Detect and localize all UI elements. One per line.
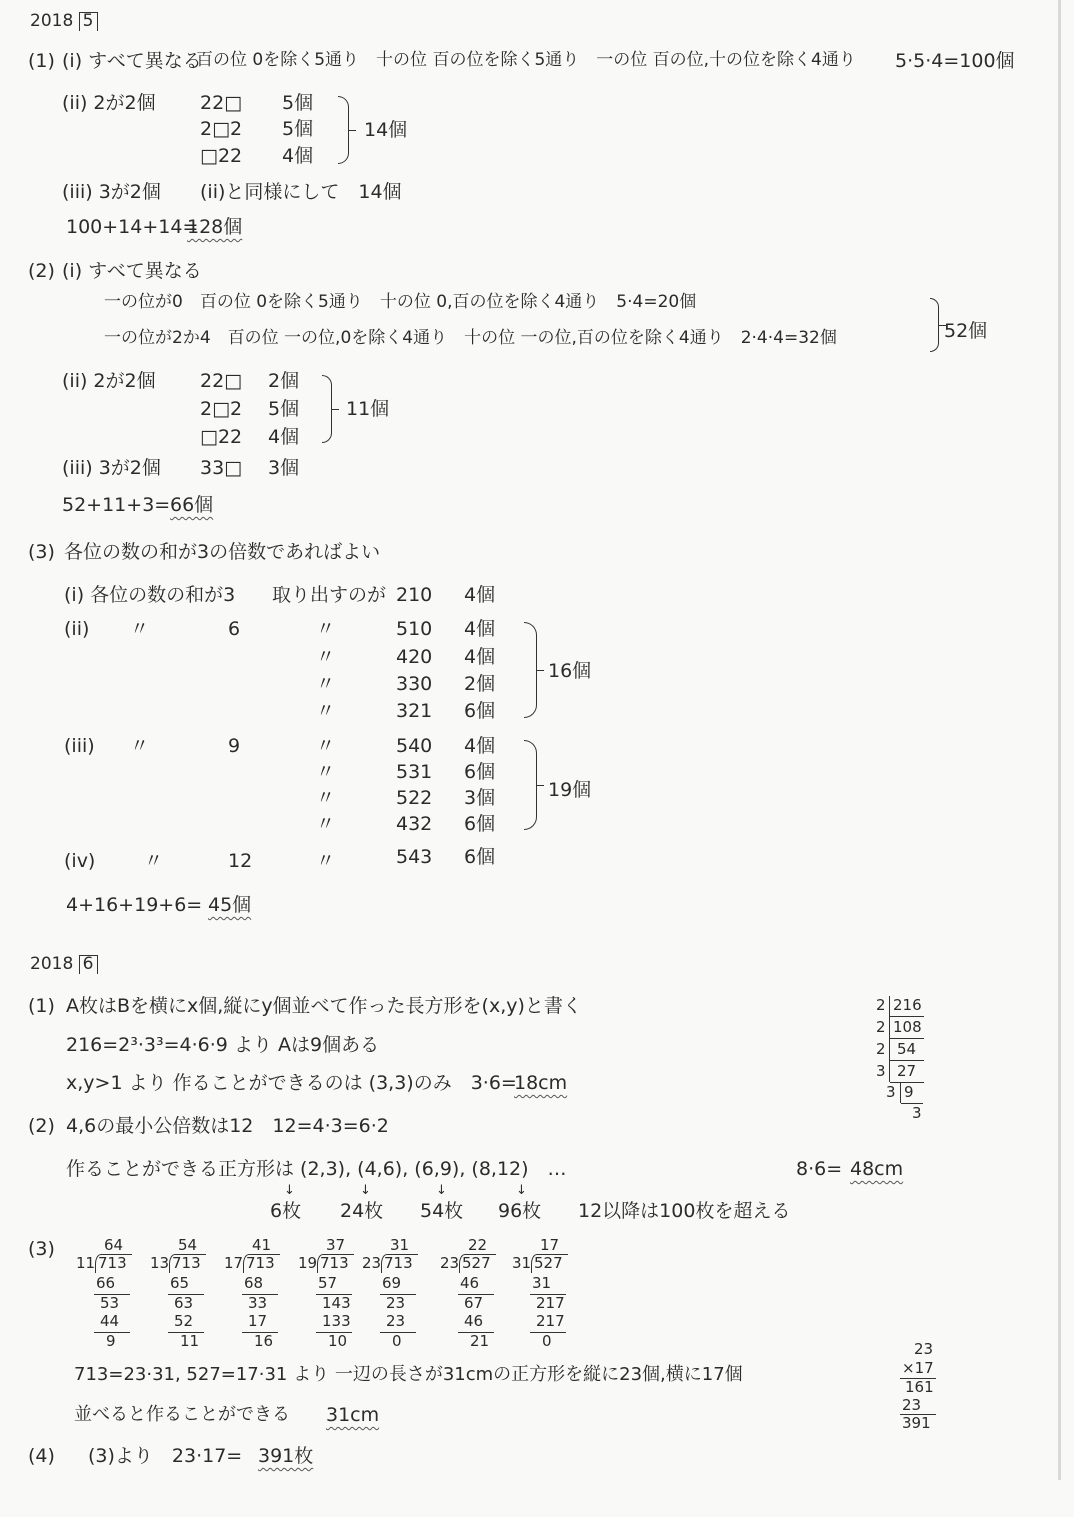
pattern-count: 5個: [282, 92, 314, 114]
case-label: (ii): [64, 618, 90, 640]
divisor: 11: [76, 1254, 96, 1272]
ditto-mark: 〃: [144, 850, 164, 872]
down-arrow-icon: ↓: [516, 1183, 527, 1198]
divisor: 23: [440, 1254, 460, 1272]
remainder: 16: [254, 1332, 274, 1350]
digit-sum: 9: [228, 735, 241, 757]
dividend: 527: [534, 1254, 563, 1272]
statement-text: 作ることができる正方形は (2,3), (4,6), (6,9), (8,12) …: [66, 1158, 567, 1180]
subtrahend: 23: [386, 1312, 406, 1330]
brace-total: 19個: [548, 779, 592, 801]
year-label: 2018: [30, 954, 74, 974]
subtrahend: 57: [318, 1274, 338, 1292]
triple-count: 2個: [464, 673, 496, 695]
dividend: 713: [246, 1254, 275, 1272]
dividend: 713: [320, 1254, 349, 1272]
case-label: (i) すべて異なる: [62, 260, 202, 282]
intro-text: 各位の数の和が3の倍数であればよい: [64, 541, 381, 563]
triple-count: 6個: [464, 846, 496, 868]
quotient: 3: [912, 1104, 922, 1122]
pattern-count: 2個: [268, 370, 300, 392]
division-bracket: [531, 1254, 568, 1273]
division-bracket: [459, 1254, 496, 1273]
statement-text: 並べると作ることができる: [74, 1404, 290, 1425]
triple-count: 4個: [464, 646, 496, 668]
division-bracket: [95, 1254, 132, 1273]
digit-sum: 6: [228, 618, 241, 640]
subtrahend: 133: [322, 1312, 351, 1330]
ditto-mark: 〃: [316, 700, 336, 722]
partial-remainder: 53: [100, 1294, 120, 1312]
case-label: (iii) 3が2個: [62, 181, 161, 203]
case-text: 一の位が2か4 百の位 一の位,0を除く4通り 十の位 一の位,百の位を除く4通り 2·4·4=32個: [104, 328, 837, 348]
multiplier: ×17: [902, 1359, 934, 1377]
case-label: (iii): [64, 735, 95, 757]
remainder: 21: [470, 1332, 490, 1350]
quotient: 41: [252, 1236, 272, 1254]
partial-remainder: 23: [386, 1294, 406, 1312]
pattern-count: 5個: [282, 118, 314, 140]
answer: 31cm: [326, 1404, 380, 1426]
pattern: 33□: [200, 457, 243, 479]
pattern: 2□2: [200, 118, 243, 140]
subtrahend: 52: [174, 1312, 194, 1330]
divisor: 2: [876, 996, 886, 1014]
partial-remainder: 217: [536, 1294, 565, 1312]
ditto-mark: 〃: [316, 787, 336, 809]
pattern: □22: [200, 145, 243, 167]
division-bracket: [317, 1254, 354, 1273]
quotient: 37: [326, 1236, 346, 1254]
section-5-header: [30, 12, 98, 31]
triple: 543: [396, 846, 433, 868]
partial-product: 161: [905, 1378, 934, 1396]
dividend: 54: [897, 1040, 917, 1058]
down-arrow-icon: ↓: [360, 1183, 371, 1198]
divisor: 2: [876, 1018, 886, 1036]
subtrahend: 69: [382, 1274, 402, 1292]
answer: 66個: [170, 494, 214, 516]
down-arrow-icon: ↓: [284, 1183, 295, 1198]
case-calc: 5·5·4=100個: [895, 50, 1015, 72]
tile-count: 54枚: [420, 1200, 464, 1222]
dividend: 527: [462, 1254, 491, 1272]
triple: 432: [396, 813, 433, 835]
partial-product: 23: [902, 1396, 922, 1414]
partial-remainder: 63: [174, 1294, 194, 1312]
statement-text: (3)より 23·17=: [88, 1445, 243, 1467]
brace-total: 14個: [364, 119, 408, 141]
quotient: 54: [178, 1236, 198, 1254]
quotient: 31: [390, 1236, 410, 1254]
right-brace: [930, 298, 939, 352]
answer: 128個: [187, 216, 243, 238]
sum-expression: 100+14+14=: [66, 216, 199, 238]
ditto-mark: 〃: [316, 850, 336, 872]
part-number: (4): [28, 1445, 55, 1467]
down-arrow-icon: ↓: [436, 1183, 447, 1198]
part-number: (1): [28, 50, 55, 72]
pattern-count: 4個: [268, 426, 300, 448]
right-brace: [524, 740, 537, 830]
case-label: (iv): [64, 850, 96, 872]
tile-count: 96枚: [498, 1200, 542, 1222]
division-bracket: [243, 1254, 280, 1273]
digit-sum: 12: [228, 850, 253, 872]
remainder: 0: [392, 1332, 402, 1350]
part-number: (3): [28, 541, 55, 563]
remainder: 10: [328, 1332, 348, 1350]
subtrahend: 17: [248, 1312, 268, 1330]
right-brace: [338, 96, 349, 164]
subtrahend: 66: [96, 1274, 116, 1292]
ditto-mark: 〃: [316, 813, 336, 835]
partial-remainder: 143: [322, 1294, 351, 1312]
ditto-mark: 〃: [316, 618, 336, 640]
statement-text: 4,6の最小公倍数は12 12=4·3=6·2: [66, 1115, 389, 1137]
dividend: 713: [172, 1254, 201, 1272]
subtrahend: 217: [536, 1312, 565, 1330]
triple: 522: [396, 787, 433, 809]
side-expression: 8·6=: [796, 1158, 843, 1180]
dividend: 713: [384, 1254, 413, 1272]
part-number: (2): [28, 260, 55, 282]
brace-total: 16個: [548, 660, 592, 682]
multiplicand: 23: [914, 1340, 934, 1358]
answer: 48cm: [850, 1158, 904, 1180]
pattern: 22□: [200, 92, 243, 114]
right-brace: [322, 375, 332, 443]
ladder-line: [890, 1016, 924, 1017]
statement-text: A枚はBを横にx個,縦にy個並べて作った長方形を(x,y)と書く: [66, 995, 582, 1017]
part-number: (2): [28, 1115, 55, 1137]
problem-number-box: 5: [79, 12, 98, 31]
subtrahend: 46: [464, 1312, 484, 1330]
ditto-mark: 〃: [316, 735, 336, 757]
statement-text: 713=23·31, 527=17·31 より 一辺の長さが31cmの正方形を縦に23個,横に17個: [74, 1364, 743, 1385]
part-number: (1): [28, 995, 55, 1017]
answer: 18cm: [514, 1072, 568, 1094]
ladder-line: [889, 996, 890, 1082]
answer: 391枚: [258, 1445, 314, 1467]
triple: 420: [396, 646, 433, 668]
brace-total: 11個: [346, 398, 390, 420]
part-number: (3): [28, 1238, 55, 1260]
triple-count: 6個: [464, 813, 496, 835]
ladder-line: [890, 1060, 924, 1061]
note-text: 12以降は100枚を超える: [578, 1200, 791, 1222]
case-label: (ii) 2が2個: [62, 370, 156, 392]
triple-count: 4個: [464, 618, 496, 640]
case-label: (iii) 3が2個: [62, 457, 161, 479]
case-text: (ii)と同様にして 14個: [200, 181, 402, 203]
tile-count: 24枚: [340, 1200, 384, 1222]
triple: 321: [396, 700, 433, 722]
case-text: 一の位が0 百の位 0を除く5通り 十の位 0,百の位を除く4通り 5·4=20個: [104, 292, 697, 312]
divisor: 3: [886, 1083, 896, 1101]
subtrahend: 65: [170, 1274, 190, 1292]
divisor: 23: [362, 1254, 382, 1272]
ladder-line: [890, 1082, 924, 1083]
divisor: 17: [224, 1254, 244, 1272]
product: 391: [902, 1414, 931, 1432]
statement-text: 216=2³·3³=4·6·9 より Aは9個ある: [66, 1034, 380, 1056]
triple-count: 4個: [464, 735, 496, 757]
divisor: 3: [876, 1062, 886, 1080]
partial-remainder: 33: [248, 1294, 268, 1312]
remainder: 0: [542, 1332, 552, 1350]
statement-text: x,y>1 より 作ることができるのは (3,3)のみ 3·6=: [66, 1072, 517, 1094]
partial-remainder: 67: [464, 1294, 484, 1312]
pattern: 2□2: [200, 398, 243, 420]
ditto-mark: 〃: [316, 646, 336, 668]
divisor: 19: [298, 1254, 318, 1272]
dividend: 27: [897, 1062, 917, 1080]
division-bracket: [169, 1254, 206, 1273]
pattern: 22□: [200, 370, 243, 392]
page-edge: [1058, 0, 1061, 1480]
triple: 210: [396, 584, 433, 606]
pattern-count: 3個: [268, 457, 300, 479]
ladder-line: [900, 1083, 901, 1103]
ladder-line: [901, 1103, 923, 1104]
ditto-mark: 〃: [316, 673, 336, 695]
dividend: 108: [893, 1018, 922, 1036]
ladder-line: [890, 1038, 924, 1039]
triple-count: 4個: [464, 584, 496, 606]
ditto-mark: 〃: [130, 618, 150, 640]
case-label: (ii) 2が2個: [62, 92, 156, 114]
pattern-count: 5個: [268, 398, 300, 420]
triple: 540: [396, 735, 433, 757]
triple: 531: [396, 761, 433, 783]
answer: 45個: [208, 894, 252, 916]
problem-number-box: 6: [79, 955, 98, 974]
dividend: 9: [904, 1083, 914, 1101]
remainder: 9: [106, 1332, 116, 1350]
section-6-header: [30, 955, 98, 974]
dividend: 216: [893, 996, 922, 1014]
triple-count: 6個: [464, 761, 496, 783]
ditto-mark: 〃: [130, 735, 150, 757]
dividend: 713: [98, 1254, 127, 1272]
remainder: 11: [180, 1332, 200, 1350]
tile-count: 6枚: [270, 1200, 302, 1222]
case-text: 取り出すのが: [272, 584, 387, 606]
triple-count: 3個: [464, 787, 496, 809]
divisor: 2: [876, 1040, 886, 1058]
case-label: (i) すべて異なる: [62, 50, 202, 72]
subtrahend: 31: [532, 1274, 552, 1292]
quotient: 64: [104, 1236, 124, 1254]
quotient: 17: [540, 1236, 560, 1254]
subtrahend: 46: [460, 1274, 480, 1292]
pattern: □22: [200, 426, 243, 448]
divisor: 13: [150, 1254, 170, 1272]
triple: 330: [396, 673, 433, 695]
quotient: 22: [468, 1236, 488, 1254]
ditto-mark: 〃: [316, 761, 336, 783]
division-bracket: [381, 1254, 418, 1273]
triple: 510: [396, 618, 433, 640]
sum-expression: 52+11+3=: [62, 494, 171, 516]
pattern-count: 4個: [282, 145, 314, 167]
year-label: 2018: [30, 11, 74, 31]
right-brace: [524, 622, 537, 718]
triple-count: 6個: [464, 700, 496, 722]
brace-total: 52個: [944, 320, 988, 342]
case-label: (i) 各位の数の和が3: [64, 584, 236, 606]
divisor: 31: [512, 1254, 532, 1272]
subtrahend: 44: [100, 1312, 120, 1330]
subtrahend: 68: [244, 1274, 264, 1292]
case-text: 百の位 0を除く5通り 十の位 百の位を除く5通り 一の位 百の位,十の位を除く4通り: [196, 50, 856, 70]
sum-expression: 4+16+19+6=: [66, 894, 203, 916]
